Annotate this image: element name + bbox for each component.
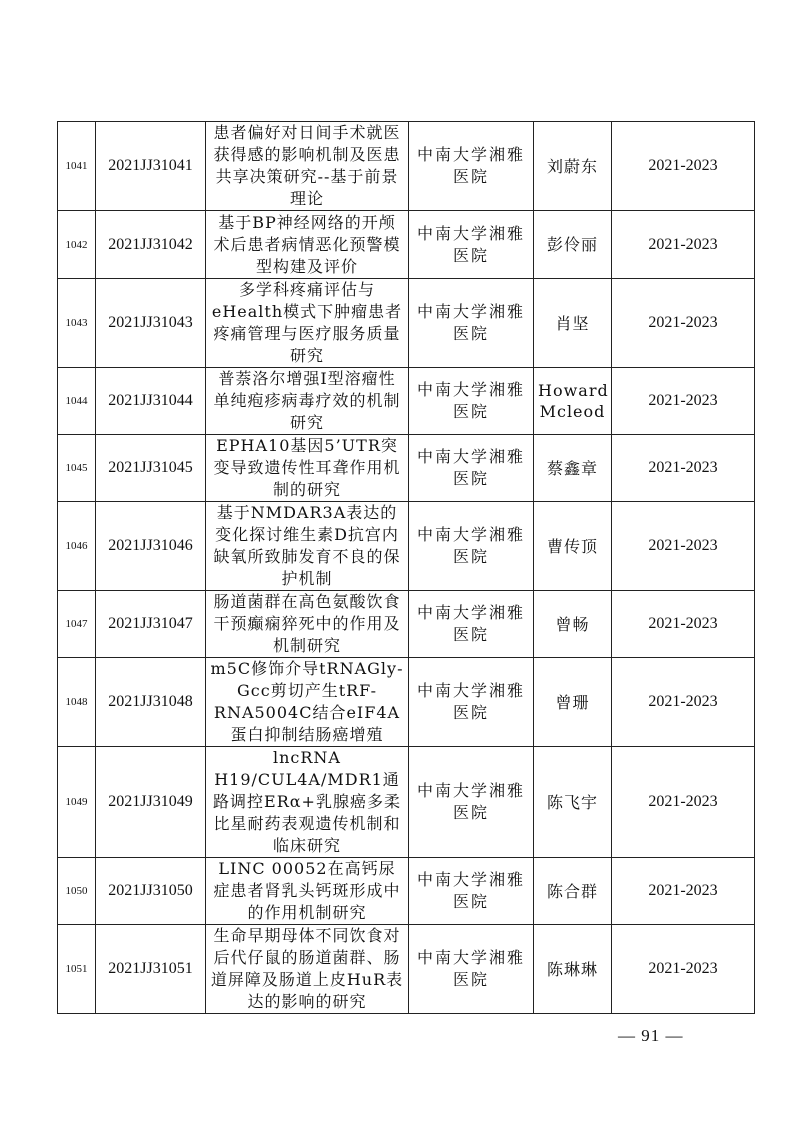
project-code: 2021JJ31048 bbox=[96, 658, 206, 747]
principal-investigator: 曾珊 bbox=[534, 658, 612, 747]
institution: 中南大学湘雅医院 bbox=[409, 925, 534, 1014]
institution: 中南大学湘雅医院 bbox=[409, 502, 534, 591]
table-body bbox=[58, 122, 755, 1014]
institution: 中南大学湘雅医院 bbox=[409, 747, 534, 858]
project-title: 基于NMDAR3A表达的变化探讨维生素D抗宫内缺氧所致肺发育不良的保护机制 bbox=[206, 502, 409, 591]
project-title: 基于BP神经网络的开颅术后患者病情恶化预警模型构建及评价 bbox=[206, 211, 409, 279]
table-row bbox=[58, 435, 755, 502]
project-code: 2021JJ31042 bbox=[96, 211, 206, 279]
table-row bbox=[58, 211, 755, 279]
table-row bbox=[58, 279, 755, 368]
table-row bbox=[58, 502, 755, 591]
institution: 中南大学湘雅医院 bbox=[409, 279, 534, 368]
project-period: 2021-2023 bbox=[612, 368, 755, 435]
project-table bbox=[57, 121, 755, 1014]
table-row bbox=[58, 591, 755, 658]
principal-investigator: 曾畅 bbox=[534, 591, 612, 658]
project-period: 2021-2023 bbox=[612, 747, 755, 858]
project-period: 2021-2023 bbox=[612, 858, 755, 925]
project-code: 2021JJ31044 bbox=[96, 368, 206, 435]
project-code: 2021JJ31050 bbox=[96, 858, 206, 925]
table-row bbox=[58, 747, 755, 858]
table-row bbox=[58, 122, 755, 211]
project-title: m5C修饰介导tRNAGly-Gcc剪切产生tRF-RNA5004C结合eIF4A蛋白抑制结肠癌增殖 bbox=[206, 658, 409, 747]
project-period: 2021-2023 bbox=[612, 211, 755, 279]
table-row bbox=[58, 858, 755, 925]
project-title: 普萘洛尔增强I型溶瘤性单纯疱疹病毒疗效的机制研究 bbox=[206, 368, 409, 435]
principal-investigator: 曹传顶 bbox=[534, 502, 612, 591]
table-row bbox=[58, 658, 755, 747]
principal-investigator: 陈飞宇 bbox=[534, 747, 612, 858]
project-code: 2021JJ31041 bbox=[96, 122, 206, 211]
project-title: lncRNA H19/CUL4A/MDR1通路调控ERα+乳腺癌多柔比星耐药表观遗传机制和临床研究 bbox=[206, 747, 409, 858]
institution: 中南大学湘雅医院 bbox=[409, 858, 534, 925]
project-code: 2021JJ31051 bbox=[96, 925, 206, 1014]
project-period: 2021-2023 bbox=[612, 591, 755, 658]
principal-investigator: 彭伶丽 bbox=[534, 211, 612, 279]
project-code: 2021JJ31049 bbox=[96, 747, 206, 858]
institution: 中南大学湘雅医院 bbox=[409, 211, 534, 279]
project-code: 2021JJ31045 bbox=[96, 435, 206, 502]
table-row bbox=[58, 925, 755, 1014]
row-number: 1051 bbox=[58, 925, 96, 1014]
page-number: — 91 — bbox=[618, 1026, 684, 1045]
project-period: 2021-2023 bbox=[612, 435, 755, 502]
row-number: 1045 bbox=[58, 435, 96, 502]
institution: 中南大学湘雅医院 bbox=[409, 435, 534, 502]
project-period: 2021-2023 bbox=[612, 925, 755, 1014]
table-row bbox=[58, 368, 755, 435]
institution: 中南大学湘雅医院 bbox=[409, 368, 534, 435]
row-number: 1049 bbox=[58, 747, 96, 858]
principal-investigator: 刘蔚东 bbox=[534, 122, 612, 211]
principal-investigator: 蔡鑫章 bbox=[534, 435, 612, 502]
principal-investigator: 肖坚 bbox=[534, 279, 612, 368]
project-period: 2021-2023 bbox=[612, 502, 755, 591]
row-number: 1047 bbox=[58, 591, 96, 658]
row-number: 1044 bbox=[58, 368, 96, 435]
row-number: 1041 bbox=[58, 122, 96, 211]
project-code: 2021JJ31043 bbox=[96, 279, 206, 368]
row-number: 1043 bbox=[58, 279, 96, 368]
institution: 中南大学湘雅医院 bbox=[409, 122, 534, 211]
row-number: 1042 bbox=[58, 211, 96, 279]
project-title: 生命早期母体不同饮食对后代仔鼠的肠道菌群、肠道屏障及肠道上皮HuR表达的影响的研究 bbox=[206, 925, 409, 1014]
project-title: 患者偏好对日间手术就医获得感的影响机制及医患共享决策研究--基于前景理论 bbox=[206, 122, 409, 211]
project-code: 2021JJ31047 bbox=[96, 591, 206, 658]
institution: 中南大学湘雅医院 bbox=[409, 591, 534, 658]
row-number: 1050 bbox=[58, 858, 96, 925]
project-title: EPHA10基因5’UTR突变导致遗传性耳聋作用机制的研究 bbox=[206, 435, 409, 502]
row-number: 1048 bbox=[58, 658, 96, 747]
project-title: 多学科疼痛评估与eHealth模式下肿瘤患者疼痛管理与医疗服务质量研究 bbox=[206, 279, 409, 368]
row-number: 1046 bbox=[58, 502, 96, 591]
principal-investigator: 陈合群 bbox=[534, 858, 612, 925]
project-title: LINC 00052在高钙尿症患者肾乳头钙斑形成中的作用机制研究 bbox=[206, 858, 409, 925]
principal-investigator: 陈琳琳 bbox=[534, 925, 612, 1014]
project-title: 肠道菌群在高色氨酸饮食干预癫痫猝死中的作用及机制研究 bbox=[206, 591, 409, 658]
project-code: 2021JJ31046 bbox=[96, 502, 206, 591]
project-period: 2021-2023 bbox=[612, 122, 755, 211]
project-period: 2021-2023 bbox=[612, 279, 755, 368]
institution: 中南大学湘雅医院 bbox=[409, 658, 534, 747]
project-period: 2021-2023 bbox=[612, 658, 755, 747]
principal-investigator: Howard Mcleod bbox=[534, 368, 612, 435]
